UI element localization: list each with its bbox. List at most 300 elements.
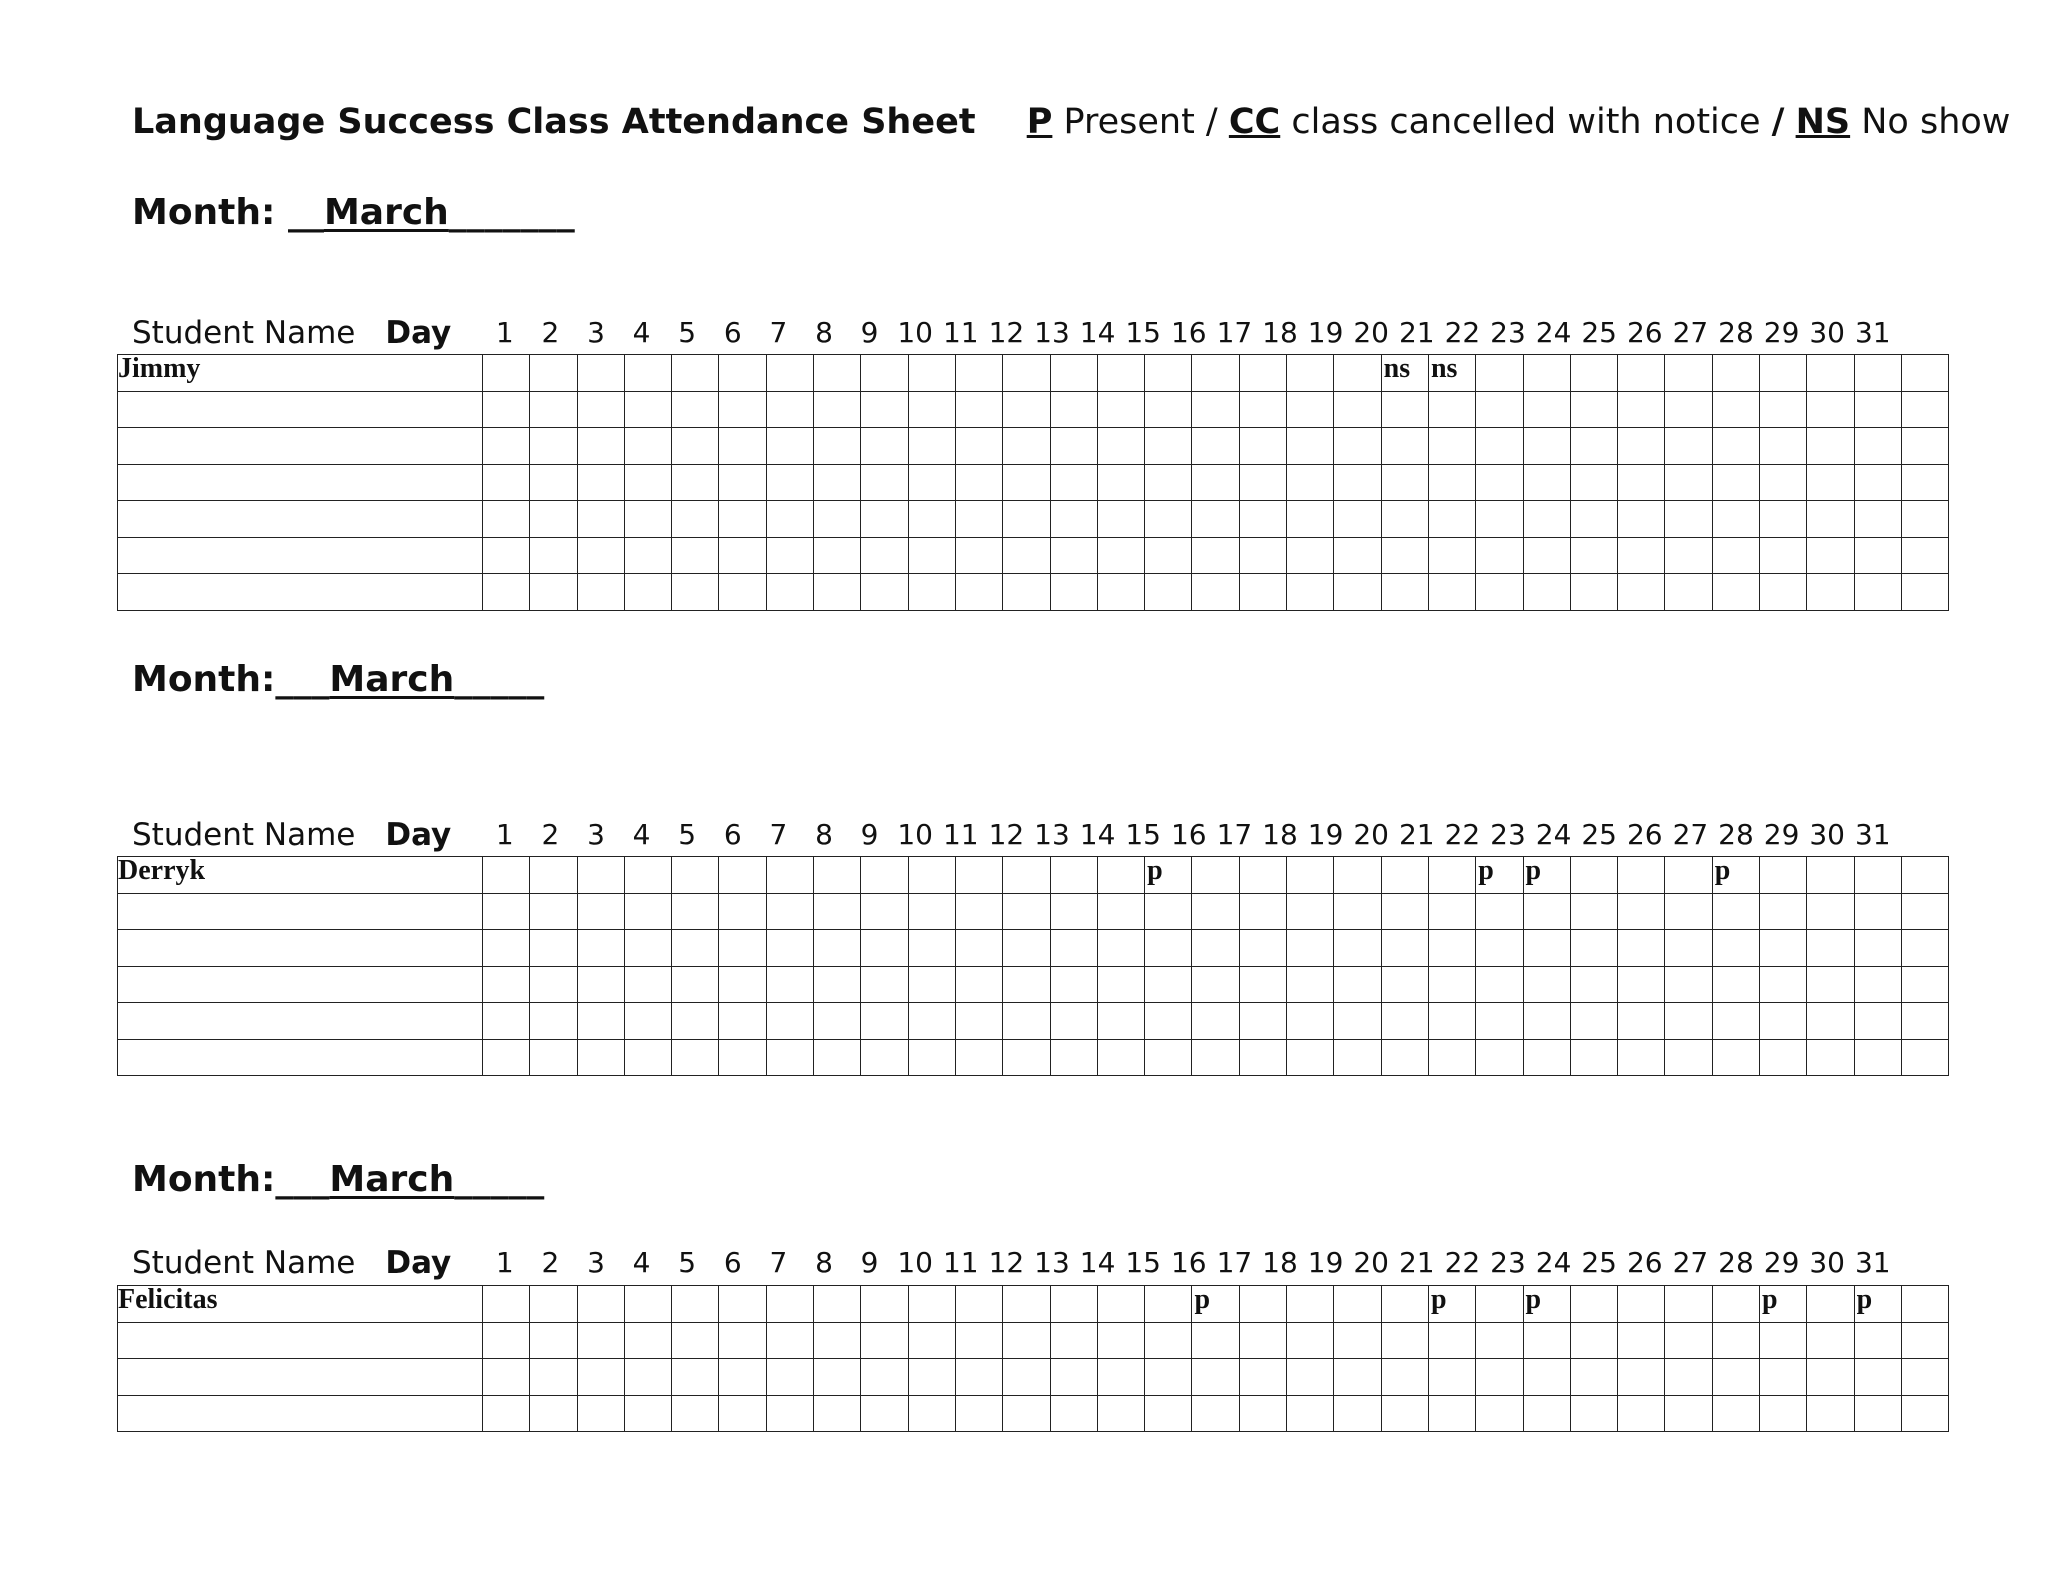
- attendance-cell-day-26[interactable]: [1665, 537, 1712, 574]
- attendance-cell-day-31[interactable]: [1901, 428, 1948, 465]
- attendance-cell-day-31[interactable]: [1901, 966, 1948, 1003]
- attendance-cell-day-7[interactable]: [766, 464, 813, 501]
- attendance-cell-day-5[interactable]: [672, 893, 719, 930]
- attendance-cell-day-27[interactable]: [1712, 428, 1759, 465]
- attendance-cell-day-31[interactable]: [1901, 1039, 1948, 1076]
- attendance-cell-day-12[interactable]: [1003, 464, 1050, 501]
- attendance-cell-day-26[interactable]: [1665, 355, 1712, 392]
- attendance-cell-day-19[interactable]: [1334, 391, 1381, 428]
- attendance-cell-day-31[interactable]: [1901, 930, 1948, 967]
- attendance-cell-day-9[interactable]: [861, 537, 908, 574]
- attendance-cell-day-6[interactable]: [719, 966, 766, 1003]
- attendance-cell-day-20[interactable]: [1381, 1039, 1428, 1076]
- attendance-cell-day-14[interactable]: [1097, 1359, 1144, 1396]
- attendance-cell-day-9[interactable]: [861, 1359, 908, 1396]
- attendance-cell-day-29[interactable]: [1807, 966, 1854, 1003]
- attendance-cell-day-27[interactable]: [1712, 966, 1759, 1003]
- student-name-cell[interactable]: [118, 464, 483, 501]
- attendance-cell-day-24[interactable]: [1570, 1039, 1617, 1076]
- attendance-cell-day-11[interactable]: [955, 464, 1002, 501]
- attendance-cell-day-4[interactable]: [624, 1395, 671, 1432]
- attendance-cell-day-8[interactable]: [814, 893, 861, 930]
- attendance-cell-day-5[interactable]: [672, 1286, 719, 1323]
- student-name-cell[interactable]: [118, 391, 483, 428]
- attendance-cell-day-18[interactable]: [1287, 1039, 1334, 1076]
- attendance-cell-day-6[interactable]: [719, 930, 766, 967]
- attendance-cell-day-30[interactable]: [1854, 1395, 1901, 1432]
- attendance-cell-day-19[interactable]: [1334, 1395, 1381, 1432]
- attendance-cell-day-26[interactable]: [1665, 930, 1712, 967]
- attendance-cell-day-12[interactable]: [1003, 501, 1050, 538]
- attendance-cell-day-10[interactable]: [908, 893, 955, 930]
- attendance-cell-day-3[interactable]: [577, 930, 624, 967]
- attendance-cell-day-16[interactable]: [1192, 1395, 1239, 1432]
- student-name-cell[interactable]: [118, 1322, 483, 1359]
- attendance-cell-day-18[interactable]: [1287, 464, 1334, 501]
- attendance-cell-day-26[interactable]: [1665, 893, 1712, 930]
- attendance-cell-day-28[interactable]: p: [1760, 1286, 1807, 1323]
- attendance-cell-day-8[interactable]: [814, 1039, 861, 1076]
- attendance-cell-day-13[interactable]: [1050, 574, 1097, 611]
- attendance-cell-day-3[interactable]: [577, 1322, 624, 1359]
- attendance-cell-day-31[interactable]: [1901, 893, 1948, 930]
- attendance-cell-day-24[interactable]: [1570, 1322, 1617, 1359]
- attendance-cell-day-13[interactable]: [1050, 1322, 1097, 1359]
- attendance-cell-day-12[interactable]: [1003, 857, 1050, 894]
- attendance-cell-day-3[interactable]: [577, 1003, 624, 1040]
- attendance-cell-day-16[interactable]: [1192, 355, 1239, 392]
- attendance-cell-day-24[interactable]: [1570, 930, 1617, 967]
- attendance-cell-day-25[interactable]: [1618, 574, 1665, 611]
- attendance-cell-day-13[interactable]: [1050, 966, 1097, 1003]
- attendance-cell-day-7[interactable]: [766, 391, 813, 428]
- attendance-cell-day-1[interactable]: [483, 966, 530, 1003]
- attendance-cell-day-15[interactable]: p: [1145, 857, 1192, 894]
- attendance-cell-day-13[interactable]: [1050, 1359, 1097, 1396]
- attendance-cell-day-14[interactable]: [1097, 1003, 1144, 1040]
- attendance-cell-day-21[interactable]: p: [1428, 1286, 1475, 1323]
- attendance-cell-day-7[interactable]: [766, 355, 813, 392]
- attendance-cell-day-7[interactable]: [766, 501, 813, 538]
- attendance-cell-day-28[interactable]: [1760, 930, 1807, 967]
- attendance-cell-day-31[interactable]: [1901, 1395, 1948, 1432]
- attendance-cell-day-21[interactable]: ns: [1428, 355, 1475, 392]
- attendance-cell-day-7[interactable]: [766, 1322, 813, 1359]
- attendance-cell-day-22[interactable]: p: [1476, 857, 1523, 894]
- attendance-cell-day-10[interactable]: [908, 1286, 955, 1323]
- attendance-cell-day-27[interactable]: [1712, 1322, 1759, 1359]
- attendance-cell-day-8[interactable]: [814, 1395, 861, 1432]
- attendance-cell-day-8[interactable]: [814, 930, 861, 967]
- student-name-cell[interactable]: [118, 537, 483, 574]
- attendance-cell-day-27[interactable]: [1712, 464, 1759, 501]
- attendance-cell-day-29[interactable]: [1807, 391, 1854, 428]
- attendance-cell-day-12[interactable]: [1003, 1359, 1050, 1396]
- attendance-cell-day-13[interactable]: [1050, 501, 1097, 538]
- attendance-cell-day-2[interactable]: [530, 857, 577, 894]
- attendance-cell-day-19[interactable]: [1334, 1359, 1381, 1396]
- attendance-cell-day-16[interactable]: [1192, 893, 1239, 930]
- attendance-cell-day-25[interactable]: [1618, 893, 1665, 930]
- attendance-cell-day-1[interactable]: [483, 391, 530, 428]
- attendance-cell-day-31[interactable]: [1901, 1286, 1948, 1323]
- attendance-cell-day-3[interactable]: [577, 966, 624, 1003]
- student-name-cell[interactable]: Jimmy: [118, 355, 483, 392]
- attendance-cell-day-31[interactable]: [1901, 537, 1948, 574]
- attendance-cell-day-6[interactable]: [719, 501, 766, 538]
- student-name-cell[interactable]: Felicitas: [118, 1286, 483, 1323]
- attendance-cell-day-21[interactable]: [1428, 1003, 1475, 1040]
- attendance-cell-day-1[interactable]: [483, 857, 530, 894]
- attendance-cell-day-1[interactable]: [483, 1003, 530, 1040]
- attendance-cell-day-31[interactable]: [1901, 1322, 1948, 1359]
- attendance-cell-day-12[interactable]: [1003, 574, 1050, 611]
- student-name-cell[interactable]: [118, 893, 483, 930]
- attendance-cell-day-20[interactable]: [1381, 537, 1428, 574]
- attendance-cell-day-23[interactable]: [1523, 1395, 1570, 1432]
- attendance-cell-day-10[interactable]: [908, 537, 955, 574]
- attendance-cell-day-30[interactable]: p: [1854, 1286, 1901, 1323]
- attendance-cell-day-7[interactable]: [766, 1286, 813, 1323]
- attendance-cell-day-20[interactable]: ns: [1381, 355, 1428, 392]
- attendance-cell-day-1[interactable]: [483, 355, 530, 392]
- attendance-cell-day-5[interactable]: [672, 1039, 719, 1076]
- attendance-cell-day-28[interactable]: [1760, 464, 1807, 501]
- attendance-cell-day-21[interactable]: [1428, 893, 1475, 930]
- attendance-cell-day-3[interactable]: [577, 391, 624, 428]
- attendance-cell-day-13[interactable]: [1050, 1286, 1097, 1323]
- attendance-cell-day-5[interactable]: [672, 391, 719, 428]
- attendance-cell-day-28[interactable]: [1760, 537, 1807, 574]
- attendance-cell-day-22[interactable]: [1476, 537, 1523, 574]
- attendance-cell-day-30[interactable]: [1854, 464, 1901, 501]
- attendance-cell-day-25[interactable]: [1618, 966, 1665, 1003]
- attendance-cell-day-10[interactable]: [908, 574, 955, 611]
- attendance-cell-day-30[interactable]: [1854, 966, 1901, 1003]
- attendance-cell-day-9[interactable]: [861, 1395, 908, 1432]
- attendance-cell-day-19[interactable]: [1334, 1322, 1381, 1359]
- attendance-cell-day-6[interactable]: [719, 355, 766, 392]
- attendance-cell-day-17[interactable]: [1239, 1322, 1286, 1359]
- attendance-cell-day-30[interactable]: [1854, 1359, 1901, 1396]
- attendance-cell-day-17[interactable]: [1239, 966, 1286, 1003]
- attendance-cell-day-2[interactable]: [530, 501, 577, 538]
- attendance-cell-day-13[interactable]: [1050, 857, 1097, 894]
- attendance-cell-day-29[interactable]: [1807, 355, 1854, 392]
- attendance-cell-day-18[interactable]: [1287, 857, 1334, 894]
- attendance-cell-day-14[interactable]: [1097, 428, 1144, 465]
- attendance-cell-day-2[interactable]: [530, 1359, 577, 1396]
- attendance-cell-day-2[interactable]: [530, 1286, 577, 1323]
- attendance-cell-day-20[interactable]: [1381, 1395, 1428, 1432]
- attendance-cell-day-12[interactable]: [1003, 1322, 1050, 1359]
- attendance-cell-day-1[interactable]: [483, 1395, 530, 1432]
- attendance-cell-day-19[interactable]: [1334, 574, 1381, 611]
- attendance-cell-day-1[interactable]: [483, 574, 530, 611]
- attendance-cell-day-11[interactable]: [955, 537, 1002, 574]
- attendance-cell-day-15[interactable]: [1145, 1395, 1192, 1432]
- attendance-cell-day-11[interactable]: [955, 391, 1002, 428]
- attendance-cell-day-7[interactable]: [766, 428, 813, 465]
- attendance-cell-day-9[interactable]: [861, 966, 908, 1003]
- attendance-cell-day-6[interactable]: [719, 1359, 766, 1396]
- attendance-cell-day-3[interactable]: [577, 428, 624, 465]
- attendance-cell-day-16[interactable]: [1192, 857, 1239, 894]
- attendance-cell-day-30[interactable]: [1854, 930, 1901, 967]
- attendance-cell-day-27[interactable]: [1712, 1286, 1759, 1323]
- attendance-cell-day-4[interactable]: [624, 1322, 671, 1359]
- attendance-cell-day-1[interactable]: [483, 464, 530, 501]
- attendance-cell-day-3[interactable]: [577, 1359, 624, 1396]
- attendance-cell-day-17[interactable]: [1239, 501, 1286, 538]
- attendance-cell-day-11[interactable]: [955, 1359, 1002, 1396]
- attendance-cell-day-22[interactable]: [1476, 428, 1523, 465]
- attendance-cell-day-5[interactable]: [672, 857, 719, 894]
- attendance-cell-day-28[interactable]: [1760, 428, 1807, 465]
- attendance-cell-day-23[interactable]: [1523, 1322, 1570, 1359]
- attendance-cell-day-13[interactable]: [1050, 1003, 1097, 1040]
- attendance-cell-day-11[interactable]: [955, 574, 1002, 611]
- attendance-cell-day-30[interactable]: [1854, 893, 1901, 930]
- attendance-cell-day-5[interactable]: [672, 574, 719, 611]
- attendance-cell-day-15[interactable]: [1145, 1003, 1192, 1040]
- attendance-cell-day-9[interactable]: [861, 930, 908, 967]
- attendance-cell-day-20[interactable]: [1381, 391, 1428, 428]
- attendance-cell-day-18[interactable]: [1287, 1286, 1334, 1323]
- attendance-cell-day-2[interactable]: [530, 1003, 577, 1040]
- attendance-cell-day-15[interactable]: [1145, 930, 1192, 967]
- student-name-cell[interactable]: [118, 501, 483, 538]
- attendance-cell-day-13[interactable]: [1050, 464, 1097, 501]
- attendance-cell-day-1[interactable]: [483, 1322, 530, 1359]
- attendance-cell-day-9[interactable]: [861, 1286, 908, 1323]
- attendance-cell-day-14[interactable]: [1097, 893, 1144, 930]
- attendance-cell-day-18[interactable]: [1287, 893, 1334, 930]
- attendance-cell-day-8[interactable]: [814, 464, 861, 501]
- attendance-cell-day-20[interactable]: [1381, 857, 1428, 894]
- attendance-cell-day-3[interactable]: [577, 464, 624, 501]
- attendance-cell-day-23[interactable]: [1523, 893, 1570, 930]
- attendance-cell-day-30[interactable]: [1854, 428, 1901, 465]
- attendance-cell-day-29[interactable]: [1807, 930, 1854, 967]
- attendance-cell-day-23[interactable]: [1523, 501, 1570, 538]
- attendance-cell-day-11[interactable]: [955, 1395, 1002, 1432]
- attendance-cell-day-8[interactable]: [814, 574, 861, 611]
- attendance-cell-day-9[interactable]: [861, 1039, 908, 1076]
- attendance-cell-day-6[interactable]: [719, 537, 766, 574]
- attendance-cell-day-9[interactable]: [861, 574, 908, 611]
- attendance-cell-day-28[interactable]: [1760, 355, 1807, 392]
- attendance-cell-day-3[interactable]: [577, 1395, 624, 1432]
- attendance-cell-day-27[interactable]: [1712, 893, 1759, 930]
- attendance-cell-day-30[interactable]: [1854, 1322, 1901, 1359]
- attendance-cell-day-6[interactable]: [719, 574, 766, 611]
- attendance-cell-day-29[interactable]: [1807, 1039, 1854, 1076]
- attendance-cell-day-24[interactable]: [1570, 464, 1617, 501]
- attendance-cell-day-18[interactable]: [1287, 537, 1334, 574]
- attendance-cell-day-11[interactable]: [955, 893, 1002, 930]
- attendance-cell-day-21[interactable]: [1428, 1322, 1475, 1359]
- attendance-cell-day-29[interactable]: [1807, 501, 1854, 538]
- attendance-cell-day-12[interactable]: [1003, 355, 1050, 392]
- attendance-cell-day-29[interactable]: [1807, 1322, 1854, 1359]
- attendance-cell-day-22[interactable]: [1476, 355, 1523, 392]
- attendance-cell-day-17[interactable]: [1239, 1003, 1286, 1040]
- attendance-cell-day-6[interactable]: [719, 1395, 766, 1432]
- attendance-cell-day-18[interactable]: [1287, 574, 1334, 611]
- attendance-cell-day-31[interactable]: [1901, 1003, 1948, 1040]
- attendance-cell-day-2[interactable]: [530, 537, 577, 574]
- attendance-cell-day-14[interactable]: [1097, 574, 1144, 611]
- attendance-cell-day-18[interactable]: [1287, 1359, 1334, 1396]
- attendance-cell-day-16[interactable]: [1192, 391, 1239, 428]
- attendance-cell-day-17[interactable]: [1239, 391, 1286, 428]
- attendance-cell-day-9[interactable]: [861, 1003, 908, 1040]
- attendance-cell-day-14[interactable]: [1097, 537, 1144, 574]
- attendance-cell-day-7[interactable]: [766, 857, 813, 894]
- attendance-cell-day-26[interactable]: [1665, 1039, 1712, 1076]
- attendance-cell-day-21[interactable]: [1428, 966, 1475, 1003]
- attendance-cell-day-3[interactable]: [577, 537, 624, 574]
- attendance-cell-day-21[interactable]: [1428, 537, 1475, 574]
- attendance-cell-day-23[interactable]: [1523, 391, 1570, 428]
- attendance-cell-day-20[interactable]: [1381, 1322, 1428, 1359]
- attendance-cell-day-25[interactable]: [1618, 857, 1665, 894]
- attendance-cell-day-20[interactable]: [1381, 1286, 1428, 1323]
- attendance-cell-day-10[interactable]: [908, 355, 955, 392]
- attendance-cell-day-5[interactable]: [672, 1395, 719, 1432]
- attendance-cell-day-2[interactable]: [530, 966, 577, 1003]
- attendance-cell-day-25[interactable]: [1618, 501, 1665, 538]
- student-name-cell[interactable]: Derryk: [118, 857, 483, 894]
- attendance-cell-day-29[interactable]: [1807, 1395, 1854, 1432]
- attendance-cell-day-26[interactable]: [1665, 574, 1712, 611]
- attendance-cell-day-24[interactable]: [1570, 1359, 1617, 1396]
- attendance-cell-day-2[interactable]: [530, 1395, 577, 1432]
- attendance-cell-day-22[interactable]: [1476, 1039, 1523, 1076]
- attendance-cell-day-10[interactable]: [908, 428, 955, 465]
- attendance-cell-day-26[interactable]: [1665, 1003, 1712, 1040]
- attendance-cell-day-19[interactable]: [1334, 930, 1381, 967]
- student-name-cell[interactable]: [118, 930, 483, 967]
- attendance-cell-day-19[interactable]: [1334, 537, 1381, 574]
- attendance-cell-day-23[interactable]: [1523, 428, 1570, 465]
- attendance-cell-day-15[interactable]: [1145, 391, 1192, 428]
- attendance-cell-day-14[interactable]: [1097, 464, 1144, 501]
- attendance-cell-day-29[interactable]: [1807, 1359, 1854, 1396]
- attendance-cell-day-24[interactable]: [1570, 857, 1617, 894]
- student-name-cell[interactable]: [118, 1039, 483, 1076]
- attendance-cell-day-7[interactable]: [766, 930, 813, 967]
- attendance-cell-day-3[interactable]: [577, 1039, 624, 1076]
- attendance-cell-day-30[interactable]: [1854, 501, 1901, 538]
- attendance-cell-day-12[interactable]: [1003, 1039, 1050, 1076]
- attendance-cell-day-20[interactable]: [1381, 428, 1428, 465]
- attendance-cell-day-25[interactable]: [1618, 464, 1665, 501]
- attendance-cell-day-25[interactable]: [1618, 1359, 1665, 1396]
- attendance-cell-day-25[interactable]: [1618, 1395, 1665, 1432]
- attendance-cell-day-13[interactable]: [1050, 355, 1097, 392]
- attendance-cell-day-8[interactable]: [814, 857, 861, 894]
- attendance-cell-day-23[interactable]: p: [1523, 857, 1570, 894]
- attendance-cell-day-24[interactable]: [1570, 355, 1617, 392]
- attendance-cell-day-10[interactable]: [908, 501, 955, 538]
- attendance-cell-day-19[interactable]: [1334, 355, 1381, 392]
- attendance-cell-day-16[interactable]: [1192, 1322, 1239, 1359]
- attendance-cell-day-8[interactable]: [814, 391, 861, 428]
- attendance-cell-day-19[interactable]: [1334, 1039, 1381, 1076]
- attendance-cell-day-14[interactable]: [1097, 391, 1144, 428]
- attendance-cell-day-28[interactable]: [1760, 857, 1807, 894]
- attendance-cell-day-3[interactable]: [577, 574, 624, 611]
- attendance-cell-day-7[interactable]: [766, 1039, 813, 1076]
- attendance-cell-day-5[interactable]: [672, 501, 719, 538]
- student-name-cell[interactable]: [118, 428, 483, 465]
- attendance-cell-day-7[interactable]: [766, 1003, 813, 1040]
- attendance-cell-day-15[interactable]: [1145, 464, 1192, 501]
- attendance-cell-day-10[interactable]: [908, 1039, 955, 1076]
- attendance-cell-day-28[interactable]: [1760, 966, 1807, 1003]
- attendance-cell-day-14[interactable]: [1097, 1286, 1144, 1323]
- attendance-cell-day-2[interactable]: [530, 464, 577, 501]
- attendance-cell-day-19[interactable]: [1334, 428, 1381, 465]
- attendance-cell-day-6[interactable]: [719, 1003, 766, 1040]
- attendance-cell-day-27[interactable]: [1712, 930, 1759, 967]
- attendance-cell-day-4[interactable]: [624, 893, 671, 930]
- attendance-cell-day-22[interactable]: [1476, 966, 1523, 1003]
- attendance-cell-day-15[interactable]: [1145, 893, 1192, 930]
- attendance-cell-day-16[interactable]: [1192, 1003, 1239, 1040]
- attendance-cell-day-28[interactable]: [1760, 501, 1807, 538]
- attendance-cell-day-25[interactable]: [1618, 537, 1665, 574]
- attendance-cell-day-20[interactable]: [1381, 893, 1428, 930]
- attendance-cell-day-10[interactable]: [908, 857, 955, 894]
- attendance-cell-day-3[interactable]: [577, 893, 624, 930]
- attendance-cell-day-9[interactable]: [861, 355, 908, 392]
- attendance-cell-day-12[interactable]: [1003, 893, 1050, 930]
- attendance-cell-day-30[interactable]: [1854, 574, 1901, 611]
- attendance-cell-day-18[interactable]: [1287, 355, 1334, 392]
- attendance-cell-day-31[interactable]: [1901, 355, 1948, 392]
- attendance-cell-day-30[interactable]: [1854, 355, 1901, 392]
- attendance-cell-day-28[interactable]: [1760, 1359, 1807, 1396]
- attendance-cell-day-4[interactable]: [624, 966, 671, 1003]
- attendance-cell-day-24[interactable]: [1570, 537, 1617, 574]
- attendance-cell-day-6[interactable]: [719, 857, 766, 894]
- attendance-cell-day-23[interactable]: [1523, 355, 1570, 392]
- attendance-cell-day-2[interactable]: [530, 1322, 577, 1359]
- attendance-cell-day-2[interactable]: [530, 1039, 577, 1076]
- attendance-cell-day-12[interactable]: [1003, 1395, 1050, 1432]
- attendance-cell-day-3[interactable]: [577, 355, 624, 392]
- attendance-cell-day-26[interactable]: [1665, 464, 1712, 501]
- attendance-cell-day-28[interactable]: [1760, 1395, 1807, 1432]
- attendance-cell-day-24[interactable]: [1570, 1395, 1617, 1432]
- attendance-cell-day-1[interactable]: [483, 501, 530, 538]
- attendance-cell-day-11[interactable]: [955, 501, 1002, 538]
- attendance-cell-day-1[interactable]: [483, 1039, 530, 1076]
- attendance-cell-day-14[interactable]: [1097, 355, 1144, 392]
- attendance-cell-day-18[interactable]: [1287, 391, 1334, 428]
- attendance-cell-day-28[interactable]: [1760, 1322, 1807, 1359]
- attendance-cell-day-19[interactable]: [1334, 966, 1381, 1003]
- attendance-cell-day-8[interactable]: [814, 1286, 861, 1323]
- attendance-cell-day-4[interactable]: [624, 1039, 671, 1076]
- attendance-cell-day-9[interactable]: [861, 391, 908, 428]
- attendance-cell-day-7[interactable]: [766, 574, 813, 611]
- attendance-cell-day-2[interactable]: [530, 930, 577, 967]
- attendance-cell-day-15[interactable]: [1145, 574, 1192, 611]
